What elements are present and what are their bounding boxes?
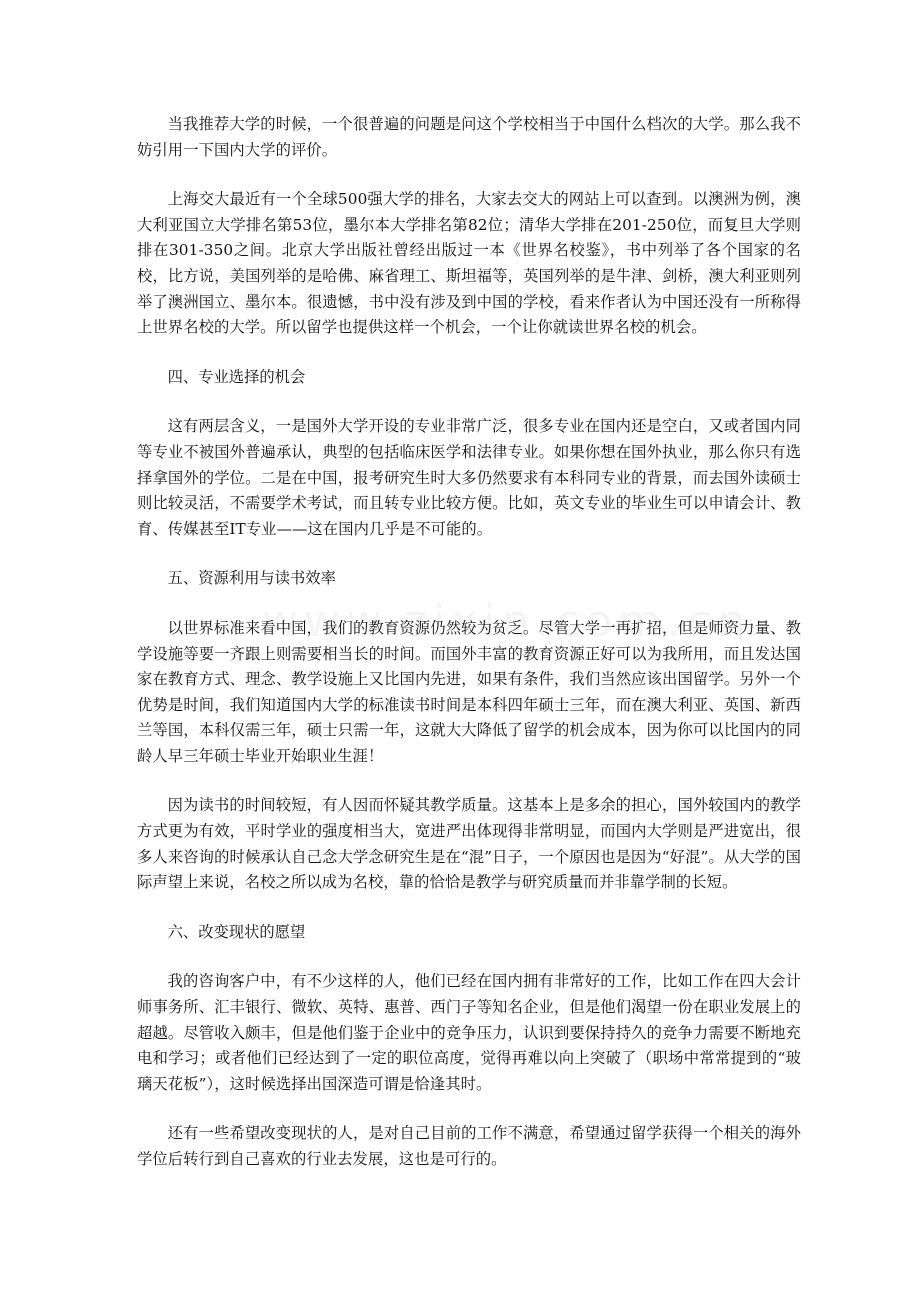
- paragraph-career-clients: 我的咨询客户中，有不少这样的人，他们已经在国内拥有非常好的工作，比如工作在四大会计师事务所、汇丰银行、微软、英特、惠普、西门子等知名企业，但是他们渴望一份在职业发展上的超越。尽管收入颇丰，但是他们鉴于企业中的竞争压力，认识到要保持持久的竞争力需要不断地充电和学习；或者他们已经达到了一定的职位高度，觉得再难以向上突破了（职场中常常提到的“玻璃天花板”），这时候选择出国深造可谓是恰逢其时。: [137, 972, 801, 1093]
- document-body: [137, 112, 801, 1173]
- section-heading-6: 六、改变现状的愿望: [167, 922, 306, 941]
- paragraph-intro: 当我推荐大学的时候，一个很普遍的问题是问这个学校相当于中国什么档次的大学。那么我不妨引用一下国内大学的评价。: [137, 115, 801, 159]
- paragraph-resources: 以世界标准来看中国，我们的教育资源仍然较为贫乏。尽管大学一再扩招，但是师资力量、教学设施等要一齐跟上则需要相当长的时间。而国外丰富的教育资源正好可以为我所用，而且发达国家在教育方式、理念、教学设施上又比国内先进，如果有条件，我们当然应该出国留学。另外一个优势是时间，我们知道国内大学的标准读书时间是本科四年硕士三年，而在澳大利亚、英国、新西兰等国，本科仅需三年，硕士只需一年，这就大大降低了留学的机会成本，因为你可以比国内的同龄人早三年硕士毕业开始职业生涯！: [137, 618, 801, 765]
- section-heading-4: 四、专业选择的机会: [167, 367, 306, 386]
- paragraph-career-change: 还有一些希望改变现状的人，是对自己目前的工作不满意，希望通过留学获得一个相关的海外学位后转行到自己喜欢的行业去发展，这也是可行的。: [137, 1124, 801, 1168]
- paragraph-major-choice: 这有两层含义，一是国外大学开设的专业非常广泛，很多专业在国内还是空白，又或者国内同等专业不被国外普遍承认，典型的包括临床医学和法律专业。如果你想在国外执业，那么你只有选择拿国外的学位。二是在中国，报考研究生时大多仍然要求有本科同专业的背景，而去国外读硕士则比较灵活，不需要学术考试，而且转专业比较方便。比如，英文专业的毕业生可以申请会计、教育、传媒甚至IT专业——这在国内几乎是不可能的。: [137, 417, 801, 538]
- section-heading-5: 五、资源利用与读书效率: [167, 569, 336, 588]
- paragraph-study-duration: 因为读书的时间较短，有人因而怀疑其教学质量。这基本上是多余的担心，国外较国内的教学方式更为有效，平时学业的强度相当大，宽进严出体现得非常明显，而国内大学则是严进宽出，很多人来咨询的时候承认自己念大学念研究生是在“混”日子，一个原因也是因为“好混”。从大学的国际声望上来说，名校之所以成为名校，靠的恰恰是教学与研究质量而并非靠学制的长短。: [137, 796, 801, 892]
- paragraph-rankings: 上海交大最近有一个全球500强大学的排名，大家去交大的网站上可以查到。以澳洲为例，澳大利亚国立大学排名第53位，墨尔本大学排名第82位；清华大学排在201-250位，而复旦大学则排在301-350之间。北京大学出版社曾经出版过一本《世界名校鉴》，书中列举了各个国家的名校，比方说，美国列举的是哈佛、麻省理工、斯坦福等，英国列举的是牛津、剑桥，澳大利亚则列举了澳洲国立、墨尔本。很遗憾，书中没有涉及到中国的学校，看来作者认为中国还没有一所称得上世界名校的大学。所以留学也提供这样一个机会，一个让你就读世界名校的机会。: [137, 190, 801, 337]
